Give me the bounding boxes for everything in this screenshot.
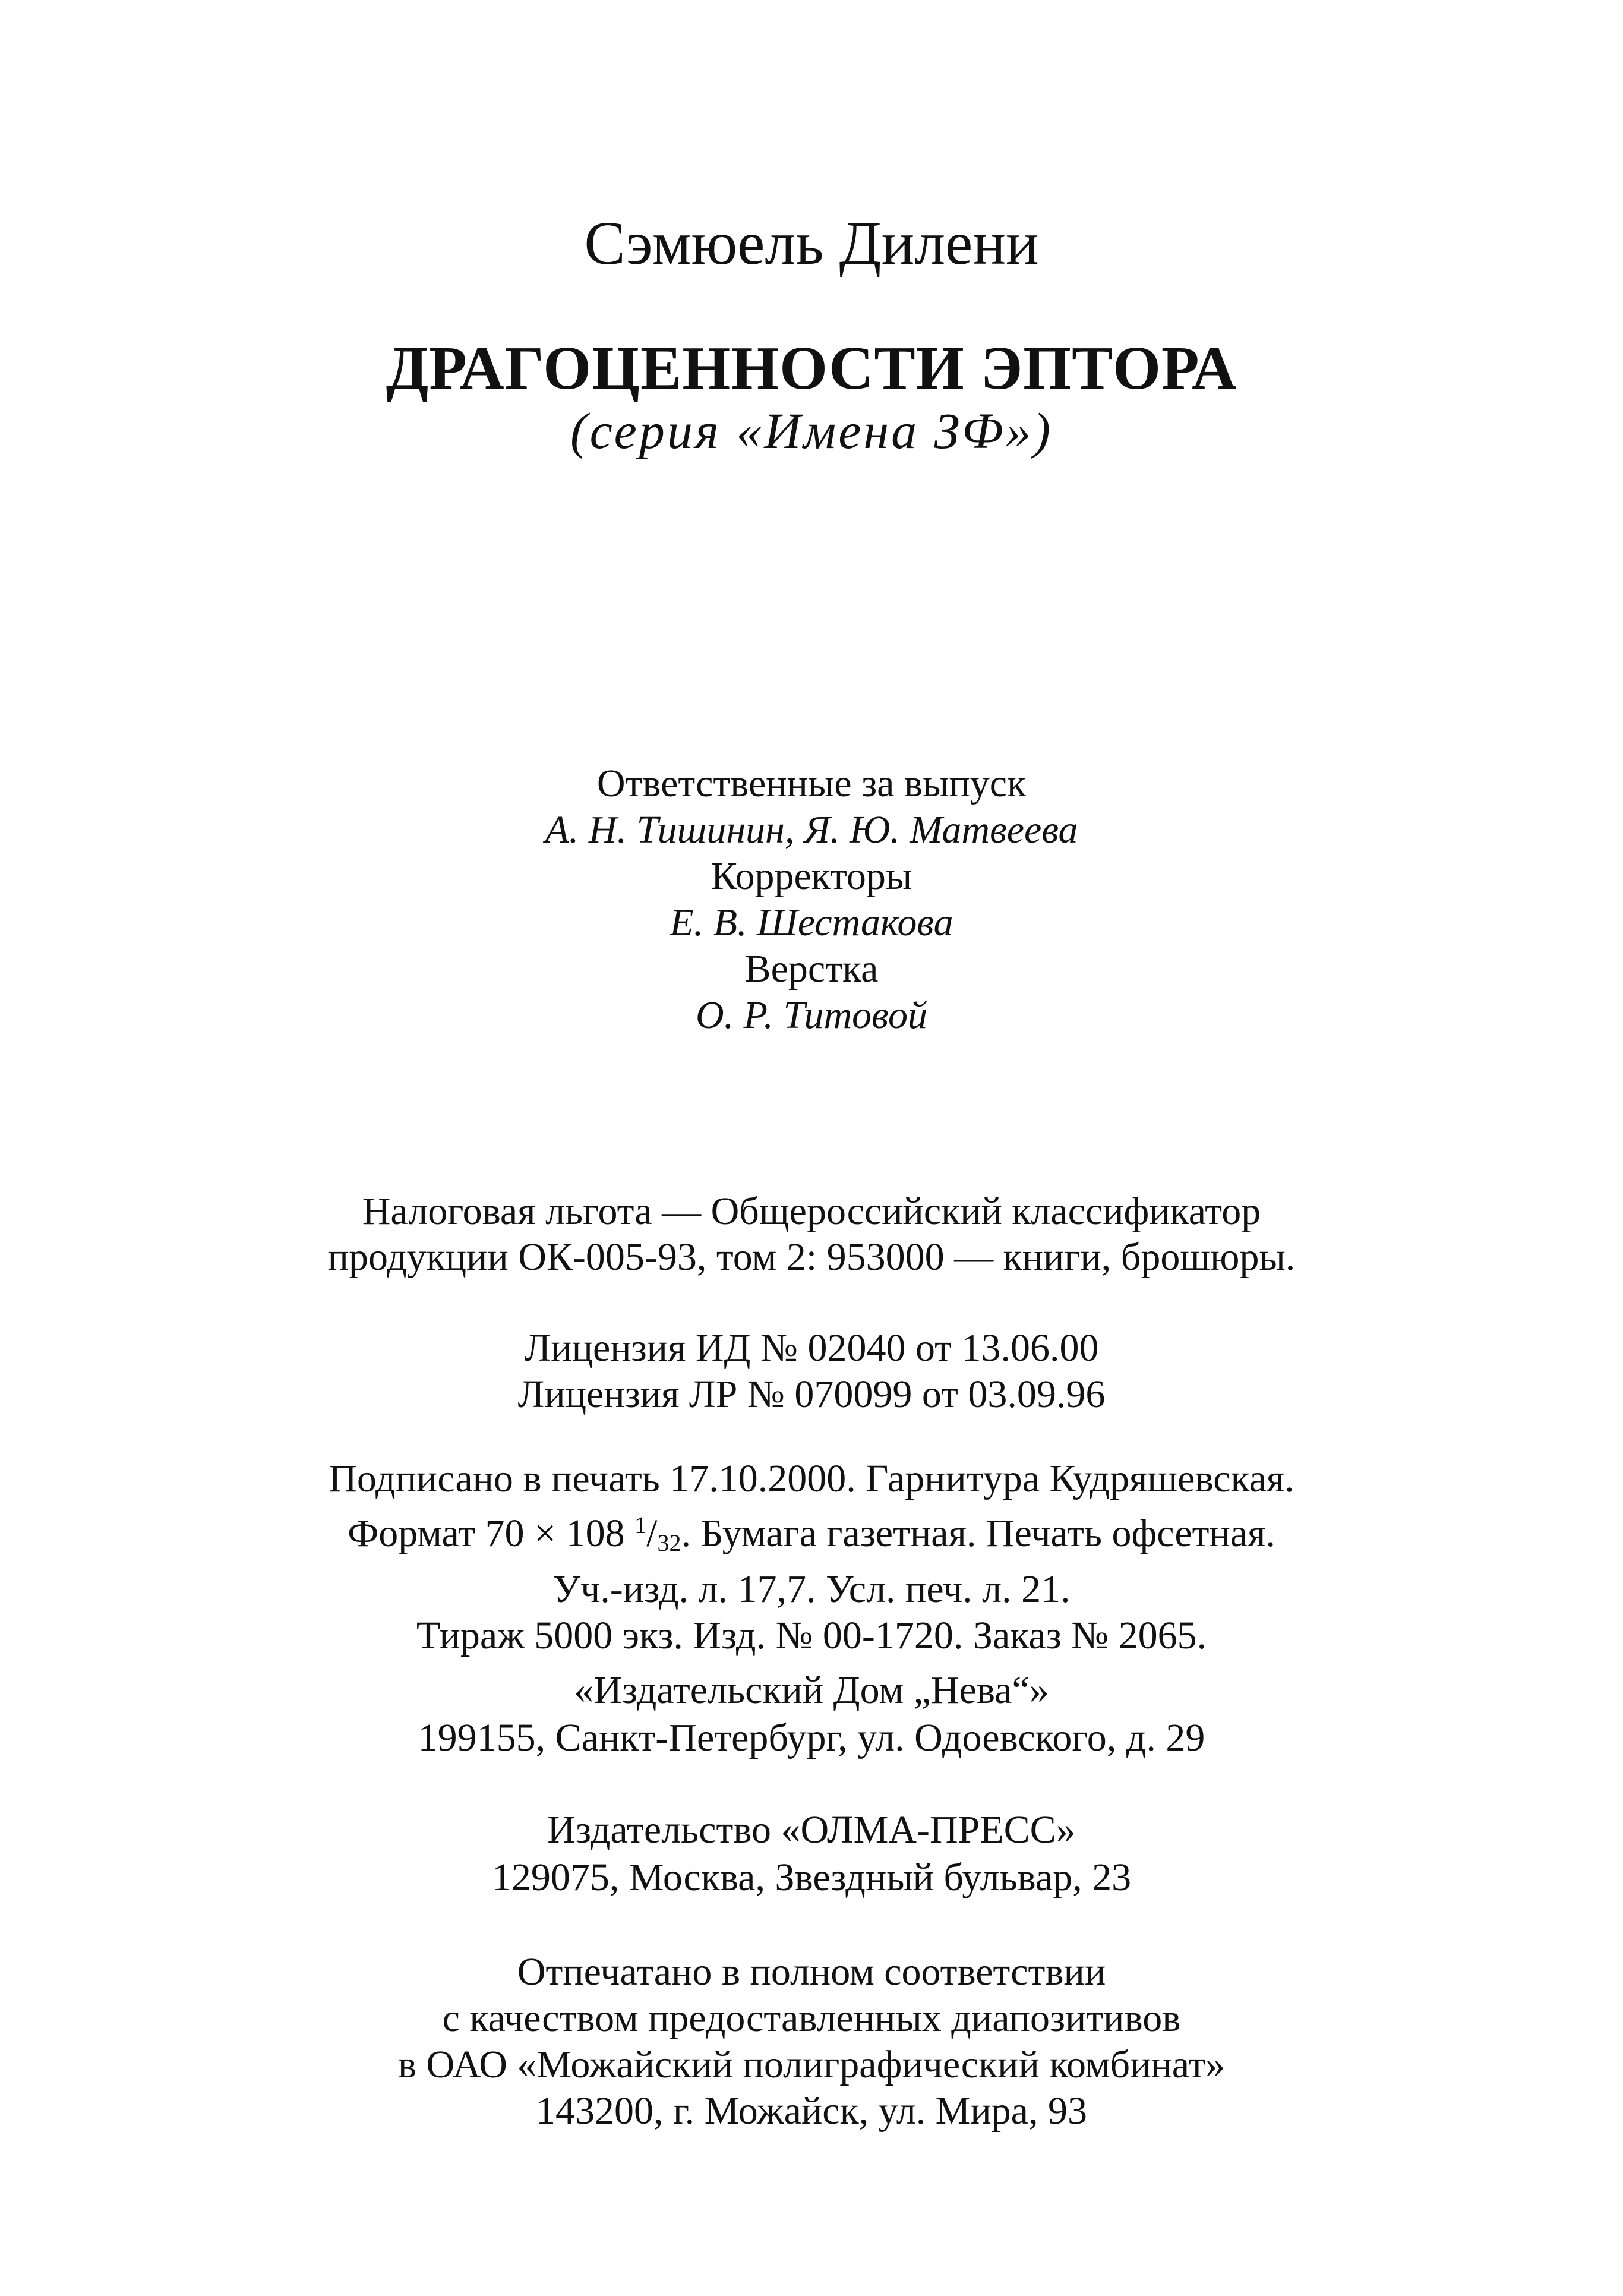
book-title: ДРАГОЦЕННОСТИ ЭПТОРА [386,334,1237,402]
title-block [0,330,1623,407]
format-text: Формат 70 × 108 [348,1512,635,1555]
publisher-1-block [0,1667,1623,1762]
format-fraction-numerator: 1 [634,1512,647,1538]
tax-line-1: Налоговая льгота — Общероссийский классификатор [362,1190,1261,1233]
series-name: (серия «Имена ЗФ») [570,402,1053,459]
publisher-2-name: Издательство «ОЛМА-ПРЕСС» [547,1808,1076,1852]
license-line-1: Лицензия ИД № 02040 от 13.06.00 [524,1326,1099,1370]
printer-line-4: 143200, г. Можайск, ул. Мира, 93 [536,2089,1087,2133]
license-line-2: Лицензия ЛР № 070099 от 03.09.96 [517,1373,1106,1416]
printer-line-2: с качеством предоставленных диапозитивов [442,1997,1181,2040]
print-line-3: Уч.-изд. л. 17,7. Усл. печ. л. 21. [552,1568,1071,1611]
layout-names: О. Р. Титовой [696,994,927,1037]
publisher-1-name: «Издательский Дом „Нева“» [574,1669,1049,1712]
proofreaders-names: Е. В. Шестакова [670,901,953,944]
credits-block [0,761,1623,1039]
author-block [0,205,1623,282]
tax-line-2: продукции ОК-005-93, том 2: 953000 — книги, брошюры. [327,1235,1296,1279]
series-block [0,398,1623,463]
publisher-2-block [0,1806,1623,1901]
print-line-2: Формат 70 × 108 $^1/_{32}$. Бумага газетная. Печать офсетная. [348,1512,1275,1556]
layout-label: Верстка [744,947,879,991]
tax-block [0,1188,1623,1280]
printer-line-3: в ОАО «Можайский полиграфический комбинат» [397,2043,1226,2086]
format-fraction-denominator: 32 [657,1529,681,1556]
license-block [0,1325,1623,1418]
paper-text: . Бумага газетная. Печать офсетная. [681,1512,1275,1555]
print-line-4: Тираж 5000 экз. Изд. № 00-1720. Заказ № 2065. [416,1614,1207,1657]
publisher-2-address: 129075, Москва, Звездный бульвар, 23 [491,1856,1132,1899]
editors-names: А. Н. Тишинин, Я. Ю. Матвеева [545,808,1078,851]
print-line-1: Подписано в печать 17.10.2000. Гарнитура Кудряшевская. [329,1457,1294,1500]
publisher-1-address: 199155, Санкт-Петербург, ул. Одоевского, д. 29 [418,1716,1205,1759]
author-name: Сэмюель Дилени [584,209,1039,277]
print-info-block [0,1456,1623,1659]
editors-label: Ответственные за выпуск [596,762,1027,805]
proofreaders-label: Корректоры [711,854,912,898]
printer-line-1: Отпечатано в полном соответствии [517,1950,1106,1994]
printer-block [0,1949,1623,2134]
